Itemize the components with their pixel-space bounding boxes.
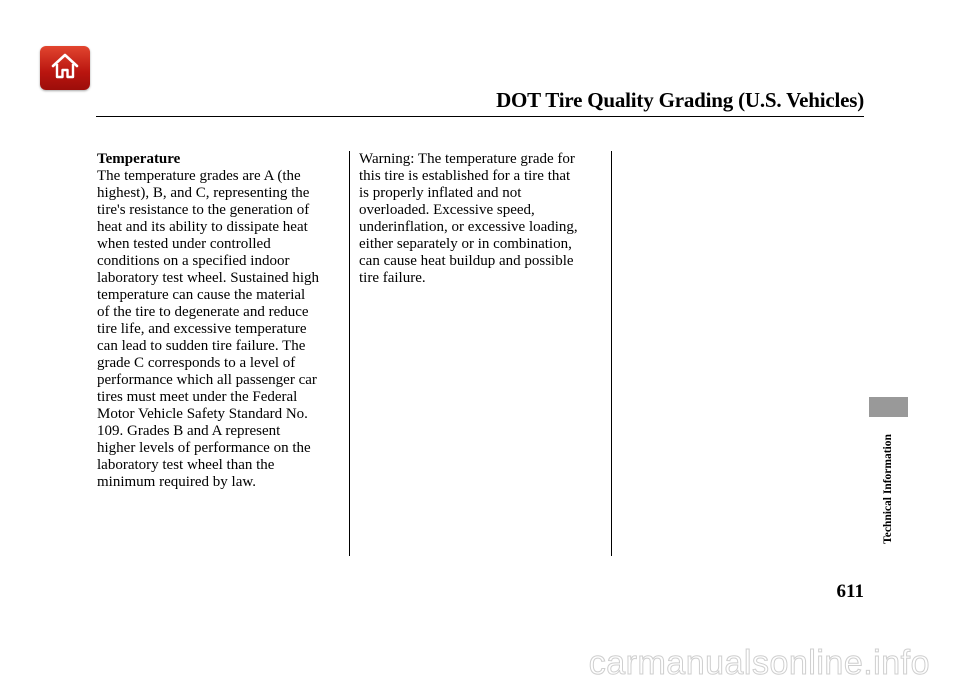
page-title: DOT Tire Quality Grading (U.S. Vehicles) [496,88,864,112]
section-label-text: Technical Information [882,434,895,544]
title-divider [96,116,864,117]
warning-paragraph: Warning: The temperature grade for this tire is established for a tire that is properly inflated and not overloaded. Excessive speed, underinflation, or excessive loading, either separately or in combination, can cause heat buildup and possible tire failure. [359,151,578,286]
watermark: carmanualsonline.info [588,644,930,682]
text-column-1 [97,151,347,491]
home-icon [50,52,80,85]
column-divider [611,151,612,556]
home-button[interactable] [40,46,90,90]
column-divider [349,151,350,556]
temperature-paragraph: The temperature grades are A (the highest), B, and C, representing the tire's resistance to the generation of heat and its ability to dissipate heat when tested under controlled conditions on a specified indoor laboratory test wheel. Sustained high temperature can cause the material of the tire to degenerate and reduce tire life, and excessive temperature can lead to sudden tire failure. The grade C corresponds to a level of performance which all passenger car tires must meet under the Federal Motor Vehicle Safety Standard No. 109. Grades B and A represent higher levels of performance on the laboratory test wheel than the minimum required by law. [97,168,320,490]
page-number: 611 [836,581,864,602]
section-label [877,424,899,554]
section-tab[interactable] [869,397,908,417]
section-heading: Temperature [97,151,181,167]
text-column-2 [359,151,604,287]
